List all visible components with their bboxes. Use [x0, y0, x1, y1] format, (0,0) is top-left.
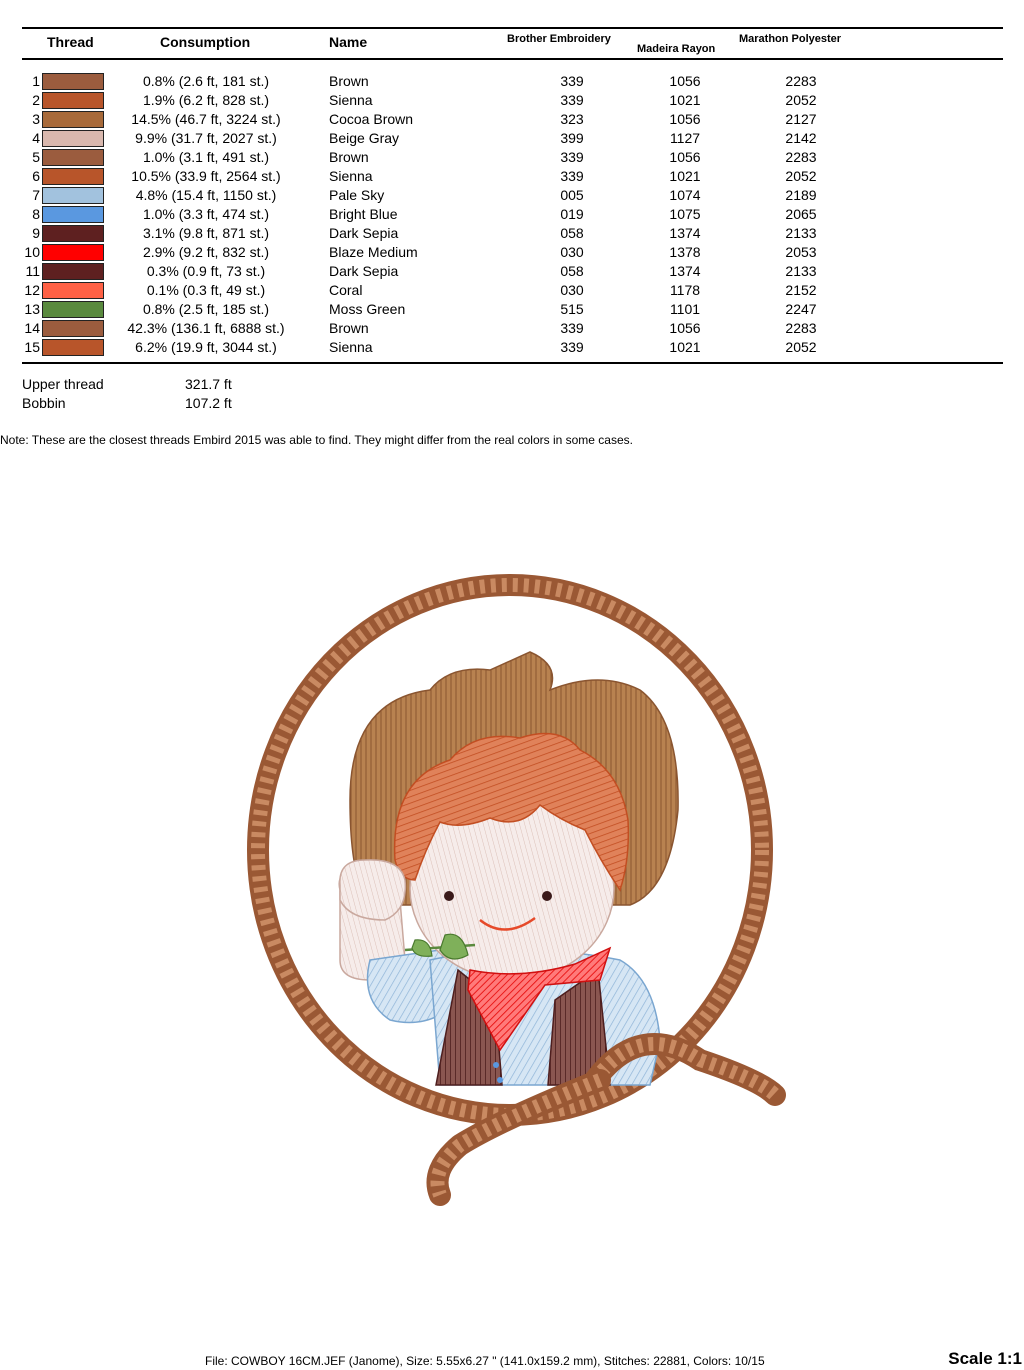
thread-name: Bright Blue	[329, 206, 398, 222]
thread-number: 2	[32, 92, 40, 108]
thread-name: Cocoa Brown	[329, 111, 414, 127]
madeira-code: 1178	[669, 282, 701, 298]
marathon-code: 2189	[785, 187, 817, 203]
thread-color-swatch	[42, 168, 104, 185]
brother-code: 339	[560, 149, 584, 165]
thread-color-swatch	[42, 244, 104, 261]
thread-consumption: 0.8% (2.5 ft, 185 st.)	[142, 301, 270, 317]
thread-consumption: 6.2% (19.9 ft, 3044 st.)	[135, 339, 277, 355]
table-top-rule	[22, 27, 1003, 29]
thread-consumption: 3.1% (9.8 ft, 871 st.)	[142, 225, 270, 241]
thread-color-swatch	[42, 92, 104, 109]
thread-consumption: 9.9% (31.7 ft, 2027 st.)	[135, 130, 277, 146]
madeira-code: 1056	[669, 320, 701, 336]
thread-color-swatch	[42, 206, 104, 223]
thread-number: 12	[24, 282, 40, 298]
header-brother: Brother Embroidery	[507, 33, 611, 45]
marathon-code: 2052	[785, 339, 817, 355]
madeira-code: 1074	[669, 187, 701, 203]
scale-label: Scale 1:1	[948, 1349, 1022, 1368]
thread-number: 3	[32, 111, 40, 127]
marathon-code: 2283	[785, 149, 817, 165]
thread-name: Brown	[329, 149, 369, 165]
thread-name: Dark Sepia	[329, 225, 399, 241]
thread-number: 6	[32, 168, 40, 184]
brother-code: 058	[560, 263, 584, 279]
thread-name: Pale Sky	[329, 187, 385, 203]
madeira-code: 1056	[669, 149, 701, 165]
madeira-code: 1021	[669, 339, 701, 355]
thread-color-swatch	[42, 130, 104, 147]
madeira-code: 1374	[669, 263, 701, 279]
marathon-code: 2152	[785, 282, 817, 298]
table-row	[0, 111, 1024, 130]
marathon-code: 2053	[785, 244, 817, 260]
thread-number: 1	[32, 73, 40, 89]
marathon-code: 2142	[785, 130, 817, 146]
thread-name: Sienna	[329, 92, 373, 108]
brother-code: 323	[560, 111, 584, 127]
table-row	[0, 168, 1024, 187]
table-row	[0, 282, 1024, 301]
table-row	[0, 320, 1024, 339]
embroidery-design-preview	[200, 560, 800, 1220]
thread-name: Blaze Medium	[329, 244, 418, 260]
note-text: Note: These are the closest threads Embird 2015 was able to find. They might differ from the real colors in some cases.	[0, 433, 633, 447]
left-eye	[444, 891, 454, 901]
thread-consumption: 4.8% (15.4 ft, 1150 st.)	[135, 187, 277, 203]
header-consumption: Consumption	[160, 34, 251, 50]
thread-name: Brown	[329, 320, 369, 336]
upper-thread-value: 321.7 ft	[185, 376, 232, 392]
table-row	[0, 301, 1024, 320]
thread-name: Coral	[329, 282, 363, 298]
header-name: Name	[329, 34, 368, 50]
table-header-rule	[22, 58, 1003, 60]
thread-name: Sienna	[329, 168, 373, 184]
marathon-code: 2133	[785, 225, 817, 241]
thread-consumption: 42.3% (136.1 ft, 6888 st.)	[127, 320, 285, 336]
table-row	[0, 263, 1024, 282]
thread-name: Sienna	[329, 339, 373, 355]
marathon-code: 2052	[785, 168, 817, 184]
thread-consumption: 1.9% (6.2 ft, 828 st.)	[142, 92, 270, 108]
thread-number: 8	[32, 206, 40, 222]
marathon-code: 2133	[785, 263, 817, 279]
thread-color-swatch	[42, 149, 104, 166]
marathon-code: 2283	[785, 73, 817, 89]
thread-color-swatch	[42, 225, 104, 242]
brother-code: 339	[560, 339, 584, 355]
madeira-code: 1021	[669, 92, 701, 108]
table-bottom-rule	[22, 362, 1003, 364]
madeira-code: 1056	[669, 73, 701, 89]
marathon-code: 2052	[785, 92, 817, 108]
madeira-code: 1101	[669, 301, 701, 317]
table-row	[0, 187, 1024, 206]
madeira-code: 1075	[669, 206, 701, 222]
thread-name: Brown	[329, 73, 369, 89]
brother-code: 399	[560, 130, 584, 146]
table-row	[0, 225, 1024, 244]
thread-color-swatch	[42, 320, 104, 337]
upper-thread-label: Upper thread	[22, 376, 104, 392]
thread-name: Dark Sepia	[329, 263, 399, 279]
right-eye	[542, 891, 552, 901]
header-thread: Thread	[47, 34, 94, 50]
brother-code: 339	[560, 168, 584, 184]
marathon-code: 2247	[785, 301, 817, 317]
thread-color-swatch	[42, 73, 104, 90]
thread-number: 7	[32, 187, 40, 203]
madeira-code: 1374	[669, 225, 701, 241]
marathon-code: 2127	[785, 111, 817, 127]
file-info-footer: File: COWBOY 16CM.JEF (Janome), Size: 5.55x6.27 " (141.0x159.2 mm), Stitches: 22881, Colors: 10/15	[205, 1354, 765, 1368]
brother-code: 019	[560, 206, 584, 222]
thread-color-swatch	[42, 263, 104, 280]
thread-consumption: 0.3% (0.9 ft, 73 st.)	[146, 263, 266, 279]
table-row	[0, 73, 1024, 92]
thread-number: 11	[25, 263, 40, 279]
table-row	[0, 244, 1024, 263]
header-marathon: Marathon Polyester	[739, 33, 842, 45]
thread-color-swatch	[42, 187, 104, 204]
brother-code: 030	[560, 244, 584, 260]
thread-number: 13	[24, 301, 40, 317]
madeira-code: 1127	[669, 130, 701, 146]
thread-name: Beige Gray	[329, 130, 400, 146]
thread-color-swatch	[42, 339, 104, 356]
brother-code: 339	[560, 92, 584, 108]
brother-code: 058	[560, 225, 584, 241]
brother-code: 339	[560, 73, 584, 89]
madeira-code: 1056	[669, 111, 701, 127]
thread-consumption: 0.1% (0.3 ft, 49 st.)	[146, 282, 266, 298]
madeira-code: 1378	[669, 244, 701, 260]
thread-number: 4	[32, 130, 40, 146]
brother-code: 339	[560, 320, 584, 336]
thread-consumption: 1.0% (3.1 ft, 491 st.)	[142, 149, 270, 165]
brother-code: 005	[560, 187, 584, 203]
thread-consumption: 10.5% (33.9 ft, 2564 st.)	[131, 168, 281, 184]
thread-number: 10	[24, 244, 40, 260]
table-row	[0, 130, 1024, 149]
marathon-code: 2283	[785, 320, 817, 336]
brother-code: 515	[560, 301, 584, 317]
bobbin-value: 107.2 ft	[185, 395, 232, 411]
thread-number: 15	[24, 339, 40, 355]
marathon-code: 2065	[785, 206, 817, 222]
table-row	[0, 206, 1024, 225]
table-row	[0, 339, 1024, 358]
thread-consumption: 14.5% (46.7 ft, 3224 st.)	[131, 111, 281, 127]
thread-consumption: 1.0% (3.3 ft, 474 st.)	[142, 206, 270, 222]
header-madeira: Madeira Rayon	[637, 43, 716, 55]
thread-color-swatch	[42, 111, 104, 128]
table-row	[0, 149, 1024, 168]
thread-number: 14	[24, 320, 40, 336]
thread-consumption: 2.9% (9.2 ft, 832 st.)	[142, 244, 270, 260]
table-row	[0, 92, 1024, 111]
fist	[340, 860, 405, 920]
thread-consumption: 0.8% (2.6 ft, 181 st.)	[142, 73, 270, 89]
bobbin-label: Bobbin	[22, 395, 66, 411]
thread-name: Moss Green	[329, 301, 406, 317]
brother-code: 030	[560, 282, 584, 298]
thread-color-swatch	[42, 282, 104, 299]
thread-number: 5	[32, 149, 40, 165]
madeira-code: 1021	[669, 168, 701, 184]
thread-color-swatch	[42, 301, 104, 318]
thread-number: 9	[32, 225, 40, 241]
